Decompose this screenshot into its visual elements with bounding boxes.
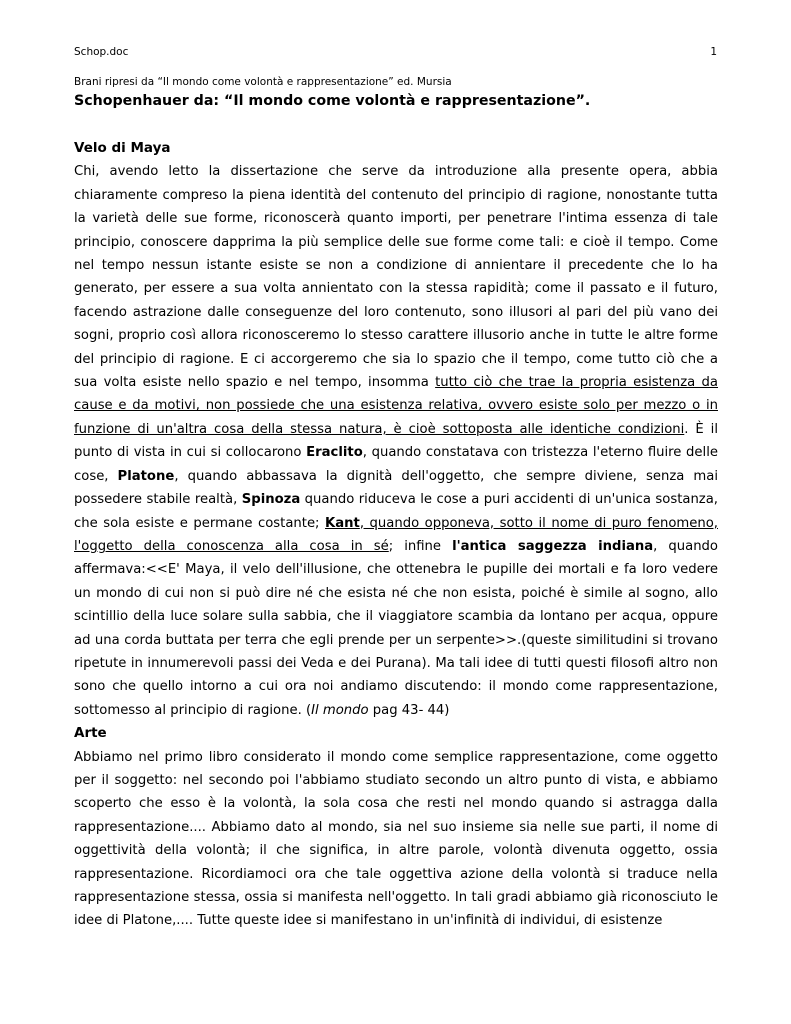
paragraph-arte: Abbiamo nel primo libro considerato il mondo come semplice rappresentazione, come oggetto per il soggetto: nel secondo poi l'abbiamo studiato secondo un altro punto di vista, e abbiamo scoperto che esso è la volontà, la sola cosa che resti nel mondo quando si astragga dalla rappresentazione.... Abbiamo dato al mondo, sia nel suo insieme sia nelle sue parti, il nome di oggettività della volontà; il che significa, in altre parole, volontà divenuta oggetto, ossia rappresentazione. Ricordiamoci ora che tale oggettiva azione della volontà si traduce nella rappresentazione stessa, ossia si manifesta nell'oggetto. In tali gradi abbiamo già riconosciuto le idee di Platone,.... Tutte queste idee si manifestano in un'infinità di individui, di esistenze (74, 749, 718, 929)
name-kant: Kant (325, 515, 360, 531)
text-run: , quando abbassava la dignità dell'oggetto, che sempre diviene, senza mai possedere stabile realtà, (74, 468, 718, 508)
text-run: pag 43- 44) (368, 702, 450, 718)
paragraph-velo-di-maya (74, 160, 718, 722)
document-title: Schopenhauer da: “Il mondo come volontà e rappresentazione”. (74, 93, 591, 109)
section-heading-arte: Arte (74, 725, 107, 742)
name-saggezza-indiana: l'antica saggezza indiana (452, 538, 654, 554)
header-page-number: 1 (710, 46, 717, 58)
underlined-passage: tutto ciò che trae la propria esistenza da cause e da motivi, non possiede che una esistenza relativa, ovvero esiste solo per mezzo o in funzione di un'altra cosa della stessa natura, è cioè sottoposta alle identiche condizioni (74, 375, 719, 437)
text-run: . È il punto di vista in cui si collocarono (74, 421, 718, 461)
name-spinoza: Spinoza (241, 492, 301, 508)
name-eraclito: Eraclito (306, 445, 363, 461)
name-platone: Platone (117, 468, 175, 484)
text-run: Chi, avendo letto la dissertazione che serve da introduzione alla presente opera, abbia chiaramente compreso la piena identità del contenuto del principio di ragione, nonostante tutta la varietà delle sue forme, riconoscerà quanto importi, per penetrare l'intima essenza di tale principio, conoscere dapprima la più semplice delle sue forme come tali: e cioè il tempo. Come nel tempo nessun istante esiste se non a condizione di annientare il precedente che lo ha generato, per essere a sua volta annientato con la stessa rapidità; come il passato e il futuro, facendo astrazione dalle conseguenze del loro contenuto, sono illusori al pari del più vano dei sogni, proprio così allora riconosceremo lo stesso carattere illusorio anche in tutte le altre forme del principio di ragione. E ci accorgeremo che sia lo spazio che il tempo, come tutto ciò che a sua volta esiste nello spazio e nel tempo, insomma (74, 164, 718, 391)
document-body (74, 137, 718, 933)
text-run: quando riduceva le cose a puri accidenti di un'unica sostanza, che sola esiste e permane costante; (74, 492, 719, 531)
section-heading-velo-di-maya: Velo di Maya (74, 140, 171, 156)
underlined-passage: , quando opponeva, sotto il nome di puro fenomeno, l'oggetto della conoscenza alla cosa in sé (74, 515, 718, 554)
text-run: , quando affermava:<<E' Maya, il velo dell'illusione, che ottenebra le pupille dei mortali e fa loro vedere un mondo di cui non si può dire né che esista né che non esista, poiché è simile al sogno, allo scintillio della luce solare sulla sabbia, che il viaggiatore scambia da lontano per acqua, oppure ad una corda buttata per terra che egli prende per un serpente>>.(queste similitudini si trovano ripetute in innumerevoli passi dei Veda e dei Purana). Ma tali idee di tutti questi filosofi altro non sono che quello intorno a cui ora noi andiamo discutendo: il mondo come rappresentazione, sottomesso al principio di ragione. ( (74, 538, 718, 718)
header-filename: Schop.doc (74, 46, 129, 58)
page-header (74, 46, 717, 62)
text-run: , quando constatava con tristezza l'eterno fluire delle cose, (74, 445, 718, 484)
text-run: ; infine (388, 538, 453, 554)
citation-title: Il mondo (311, 702, 369, 718)
source-line: Brani ripresi da “Il mondo come volontà e rappresentazione” ed. Mursia (74, 76, 452, 88)
